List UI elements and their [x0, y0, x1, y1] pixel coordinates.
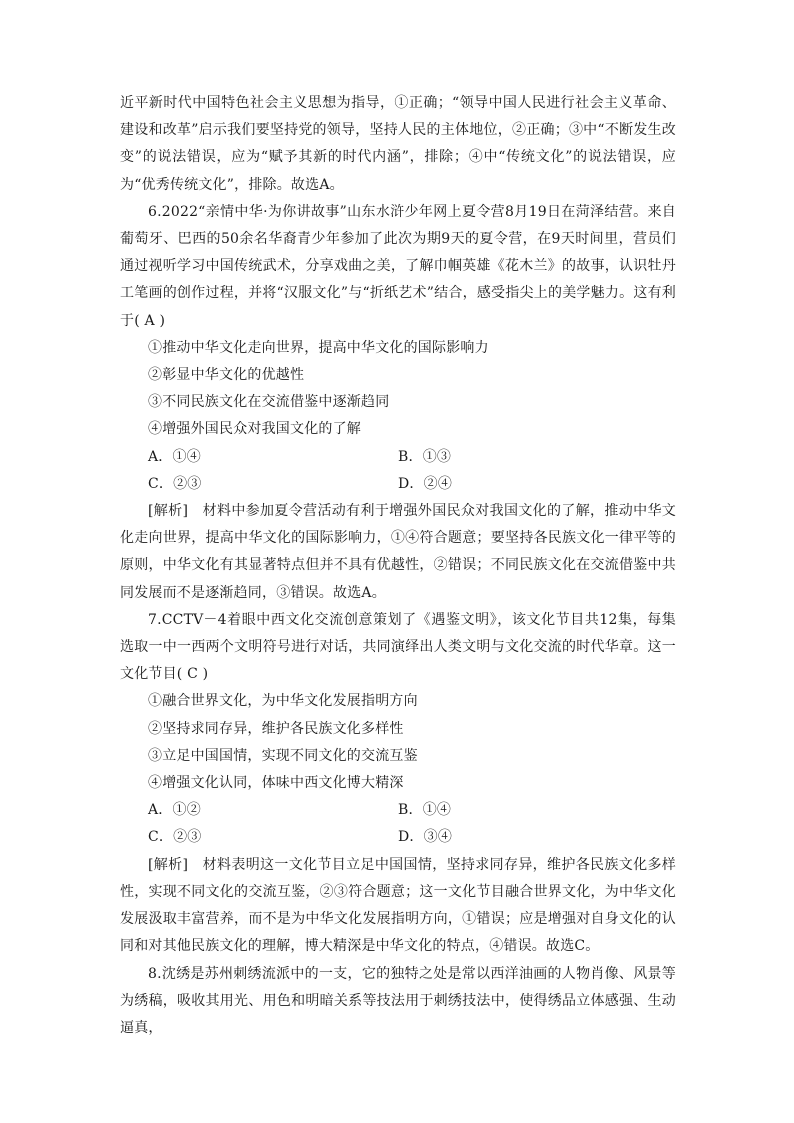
question-6-option-4: ④增强外国民众对我国文化的了解	[148, 421, 361, 438]
question-6-stem: 6.2022“亲情中华·为你讲故事”山东水浒少年网上夏令营8月19日在菏泽结营。来自葡萄牙、巴西的50余名华裔青少年参加了此次为期9天的夏令营，在9天时间里，营员们通过视听学习中国传统武术，分享戏曲之美，了解巾帼英雄《花木兰》的故事，认识牡丹工笔画的创作过程，并将“汉服文化”与“折纸艺术”结合，感受指尖上的美学魅力。这有利于( A )	[120, 203, 676, 329]
question-7-analysis: [解析] 材料表明这一文化节目立足中国国情，坚持求同存异，维护各民族文化多样性，实现不同文化的交流互鉴，②③符合题意；这一文化节目融合世界文化，为中华文化发展汲取丰富营养，而不是为中华文化发展指明方向，①错误；应是增强对自身文化的认同和对其他民族文化的理解，博大精深是中华文化的特点，④错误。故选C。	[120, 856, 676, 955]
question-7-choice-a: A．①②	[148, 802, 201, 819]
question-6-option-1: ①推动中华文化走向世界，提高中华文化的国际影响力	[148, 339, 489, 356]
question-6-choice-b: B．①③	[398, 448, 452, 465]
question-6-option-3: ③不同民族文化在交流借鉴中逐渐趋同	[148, 394, 390, 411]
question-6	[120, 199, 676, 607]
question-8	[120, 961, 676, 1043]
question-7	[120, 607, 676, 961]
question-7-choice-d: D．③④	[398, 829, 453, 846]
question-7-stem: 7.CCTV－4着眼中西文化交流创意策划了《遇鉴文明》，该文化节目共12集，每集选取一中一西两个文明符号进行对话，共同演绎出人类文明与文化交流的时代华章。这一文化节目( C )	[120, 611, 676, 683]
question-6-choice-a: A．①④	[148, 448, 201, 465]
question-7-choice-c: C．②③	[148, 829, 202, 846]
question-6-analysis: [解析] 材料中参加夏令营活动有利于增强外国民众对我国文化的了解，推动中华文化走向世界，提高中华文化的国际影响力，①④符合题意；要坚持各民族文化一律平等的原则，中华文化有其显著特点但并不具有优越性，②错误；不同民族文化在交流借鉴中共同发展而不是逐渐趋同，③错误。故选A。	[120, 503, 676, 601]
document-page	[120, 90, 676, 1042]
question-6-choice-c: C．②③	[148, 475, 202, 492]
question-6-choices-row-1	[120, 444, 676, 471]
intro-paragraph: 近平新时代中国特色社会主义思想为指导，①正确；“领导中国人民进行社会主义革命、建设和改革”启示我们要坚持党的领导，坚持人民的主体地位，②正确；③中“不断发生改变”的说法错误，应为“赋予其新的时代内涵”，排除；④中“传统文化”的说法错误，应为“优秀传统文化”，排除。故选A。	[120, 95, 676, 193]
question-6-choice-d: D．②④	[398, 475, 453, 492]
question-7-option-1: ①融合世界文化，为中华文化发展指明方向	[148, 693, 418, 710]
question-7-choice-b: B．①④	[398, 802, 452, 819]
question-7-option-3: ③立足中国国情，实现不同文化的交流互鉴	[148, 747, 418, 764]
question-6-choices-row-2	[120, 471, 676, 498]
question-7-choices-row-1	[120, 797, 676, 824]
question-7-option-2: ②坚持求同存异，维护各民族文化多样性	[148, 720, 404, 737]
question-7-option-4: ④增强文化认同，体味中西文化博大精深	[148, 775, 404, 792]
question-7-choices-row-2	[120, 824, 676, 851]
question-8-stem: 8.沈绣是苏州刺绣流派中的一支，它的独特之处是常以西洋油画的人物肖像、风景等为绣稿，吸收其用光、用色和明暗关系等技法用于刺绣技法中，使得绣品立体感强、生动逼真，	[120, 965, 676, 1036]
question-6-option-2: ②彰显中华文化的优越性	[148, 367, 305, 384]
